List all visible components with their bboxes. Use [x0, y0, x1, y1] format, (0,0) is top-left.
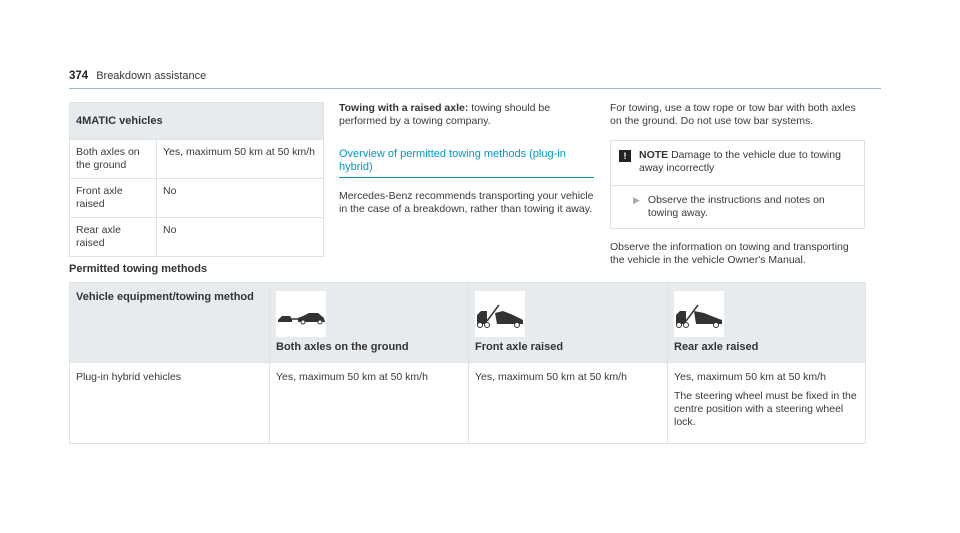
page-number: 374	[69, 70, 89, 82]
column-header-label: Rear axle raised	[674, 341, 759, 353]
column-header-label: Front axle raised	[475, 341, 564, 353]
note-header	[611, 141, 864, 185]
section-title: Breakdown assistance	[96, 70, 207, 82]
table-cell-vehicle: Plug-in hybrid vehicles	[70, 363, 270, 444]
towing-raised-axle-paragraph	[339, 102, 594, 128]
page-header	[69, 70, 881, 86]
table-row	[70, 179, 324, 218]
column-header-label: Vehicle equipment/towing method	[76, 291, 254, 303]
towing-instructions-section	[610, 102, 865, 267]
towing-outro-paragraph: Observe the information on towing and transporting the vehicle in the vehicle Owner's Manual.	[610, 241, 849, 266]
table-row	[70, 363, 866, 444]
table-cell-label: Both axles on the ground	[70, 140, 157, 179]
towing-raised-axle-text: towing should be performed by a towing company.	[339, 102, 551, 127]
column-header-equipment	[70, 283, 270, 363]
rear-raised-value: Yes, maximum 50 km at 50 km/h	[674, 371, 826, 383]
note-label: NOTE	[639, 149, 669, 161]
column-header-label: Both axles on the ground	[276, 341, 409, 353]
tow-bar-car-icon	[276, 291, 326, 337]
header-divider	[69, 88, 881, 89]
towing-raised-axle-section	[339, 102, 594, 216]
arrow-right-icon: ▶	[633, 195, 640, 205]
table-cell-value: No	[157, 179, 324, 218]
matic-table-heading: 4MATIC vehicles	[70, 103, 324, 140]
table-row	[70, 218, 324, 257]
towing-intro-paragraph: For towing, use a tow rope or tow bar with both axles on the ground. Do not use tow bar systems.	[610, 102, 856, 127]
table-cell-front-raised: Yes, maximum 50 km at 50 km/h	[469, 363, 668, 444]
note-box	[610, 140, 865, 229]
table-cell-label: Front axle raised	[70, 179, 157, 218]
tow-truck-front-raised-icon	[475, 291, 525, 337]
warning-icon: !	[619, 150, 631, 162]
towing-raised-axle-lead: Towing with a raised axle:	[339, 102, 469, 114]
overview-divider	[339, 177, 594, 178]
note-description: Damage to the vehicle due to towing away incorrectly	[639, 149, 841, 174]
column-header-both-axles	[270, 283, 469, 363]
methods-table-header	[70, 283, 866, 363]
table-cell-value: Yes, maximum 50 km at 50 km/h	[157, 140, 324, 179]
tow-truck-rear-raised-icon	[674, 291, 724, 337]
methods-table	[69, 282, 866, 444]
rear-raised-note: The steering wheel must be fixed in the centre position with a steering wheel lock.	[674, 390, 857, 428]
table-cell-rear-raised	[668, 363, 866, 444]
column-header-rear-raised	[668, 283, 866, 363]
matic-table	[69, 102, 324, 257]
column-header-front-raised	[469, 283, 668, 363]
table-cell-value: No	[157, 218, 324, 257]
table-cell-both-axles: Yes, maximum 50 km at 50 km/h	[270, 363, 469, 444]
note-instruction	[611, 185, 864, 228]
note-instruction-text: Observe the instructions and notes on towing away.	[647, 194, 825, 219]
table-row	[70, 140, 324, 179]
recommendation-paragraph: Mercedes-Benz recommends transporting your vehicle in the case of a breakdown, rather than towing it away.	[339, 190, 594, 215]
table-cell-label: Rear axle raised	[70, 218, 157, 257]
note-text	[639, 149, 856, 175]
methods-heading: Permitted towing methods	[69, 263, 208, 275]
overview-heading: Overview of permitted towing methods (plug-in hybrid)	[339, 148, 566, 173]
